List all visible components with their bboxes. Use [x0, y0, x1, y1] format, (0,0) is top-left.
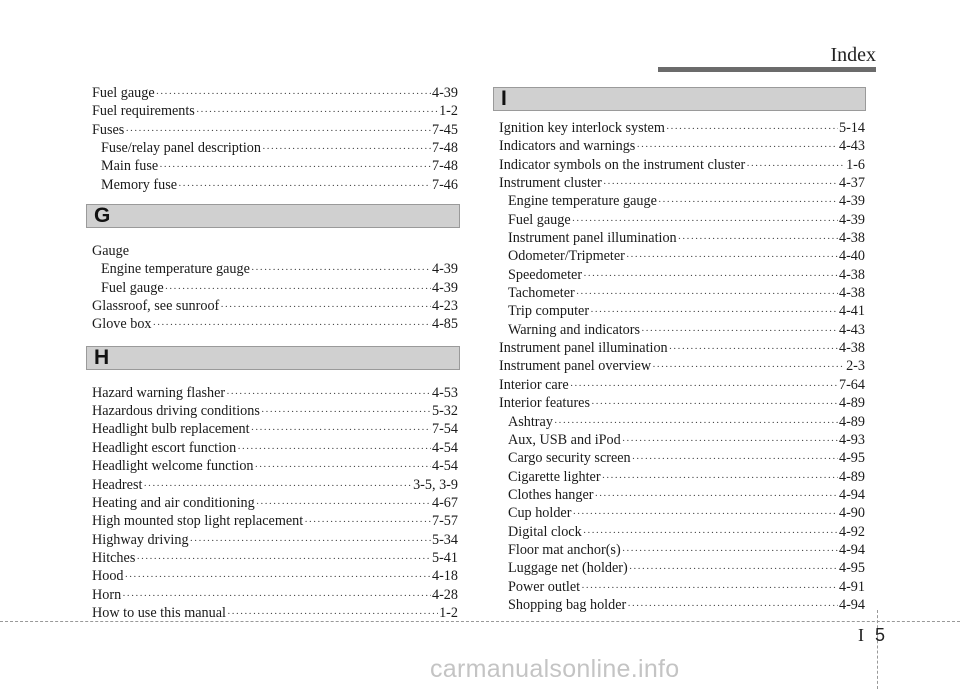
index-entry	[92, 242, 458, 260]
leader-dots	[136, 550, 431, 567]
entry-page-ref: 4-43	[838, 321, 865, 338]
index-entry	[499, 156, 865, 174]
index-entry	[92, 279, 458, 297]
entry-page-ref: 4-41	[838, 303, 865, 320]
index-entry	[499, 229, 865, 247]
leader-dots	[595, 487, 838, 504]
entry-label: High mounted stop light replacement	[92, 513, 304, 530]
index-entry	[499, 192, 865, 210]
leader-dots	[591, 395, 838, 412]
entry-label: Power outlet	[508, 578, 581, 595]
index-entry	[92, 121, 458, 139]
section-letter-g: G	[94, 204, 111, 228]
entry-label: Trip computer	[508, 303, 590, 320]
entry-label: Glove box	[92, 316, 152, 333]
leader-dots	[678, 230, 838, 247]
entry-page-ref: 4-91	[838, 578, 865, 595]
index-column-right	[499, 119, 865, 614]
entry-label: Luggage net (holder)	[508, 560, 628, 577]
entry-page-ref: 4-95	[838, 450, 865, 467]
index-entry	[92, 139, 458, 157]
index-entry	[499, 394, 865, 412]
page-header-title: Index	[830, 44, 876, 66]
index-entry	[92, 384, 458, 402]
entry-page-ref: 4-23	[431, 298, 458, 315]
entry-page-ref: 7-64	[838, 376, 865, 393]
entry-label: Odometer/Tripmeter	[508, 248, 625, 265]
leader-dots	[746, 157, 845, 174]
entry-label: Interior care	[499, 376, 569, 393]
leader-dots	[658, 193, 838, 210]
leader-dots	[143, 477, 412, 494]
leader-dots	[572, 212, 838, 229]
entry-page-ref: 4-43	[838, 138, 865, 155]
entry-page-ref: 4-95	[838, 560, 865, 577]
entry-label: Fuse/relay panel description	[101, 140, 261, 157]
index-entry	[92, 157, 458, 175]
index-entry	[92, 604, 458, 622]
index-entry	[499, 578, 865, 596]
entry-page-ref: 5-41	[431, 549, 458, 566]
entry-page-ref: 4-18	[431, 568, 458, 585]
entry-page-ref: 3-5, 3-9	[413, 476, 458, 493]
index-entry	[92, 84, 458, 102]
leader-dots	[178, 177, 431, 194]
entry-page-ref: 4-90	[838, 505, 865, 522]
entry-page-ref: 5-34	[431, 531, 458, 548]
leader-dots	[570, 377, 838, 394]
entry-page-ref: 1-6	[846, 156, 865, 173]
leader-dots	[572, 505, 838, 522]
leader-dots	[226, 385, 431, 402]
entry-label: Fuses	[92, 121, 125, 138]
index-entry	[499, 357, 865, 375]
entry-label: Shopping bag holder	[508, 596, 627, 613]
index-entry	[499, 302, 865, 320]
index-entry	[499, 431, 865, 449]
leader-dots	[622, 542, 838, 559]
entry-page-ref: 4-85	[431, 316, 458, 333]
leader-dots	[626, 248, 838, 265]
index-entry	[92, 260, 458, 278]
leader-dots	[652, 358, 845, 375]
index-entry	[499, 486, 865, 504]
leader-dots	[632, 450, 838, 467]
index-entry	[499, 119, 865, 137]
leader-dots	[196, 103, 438, 120]
index-entry	[92, 549, 458, 567]
index-entry	[92, 402, 458, 420]
leader-dots	[125, 568, 431, 585]
leader-dots	[153, 316, 431, 333]
section-letter-h: H	[94, 345, 110, 369]
index-entry	[499, 541, 865, 559]
entry-page-ref: 1-2	[439, 103, 458, 120]
entry-label: Instrument cluster	[499, 175, 602, 192]
index-entry	[92, 439, 458, 457]
leader-dots	[666, 120, 838, 137]
index-entry	[499, 321, 865, 339]
entry-label: Fuel gauge	[508, 211, 571, 228]
leader-dots	[190, 532, 431, 549]
entry-page-ref: 2-3	[846, 358, 865, 375]
entry-page-ref: 4-28	[431, 586, 458, 603]
leader-dots	[251, 261, 431, 278]
leader-dots	[304, 513, 431, 530]
entry-label: Fuel gauge	[101, 279, 164, 296]
entry-label: Main fuse	[101, 158, 159, 175]
leader-dots	[159, 158, 431, 175]
leader-dots	[583, 267, 838, 284]
entry-page-ref: 4-39	[838, 211, 865, 228]
entry-label: Horn	[92, 586, 122, 603]
entry-label: Engine temperature gauge	[508, 193, 657, 210]
index-entry	[92, 315, 458, 333]
entry-page-ref: 4-94	[838, 596, 865, 613]
entry-page-ref: 4-39	[431, 279, 458, 296]
index-entry	[499, 339, 865, 357]
entry-label: Highway driving	[92, 531, 189, 548]
entry-label: Indicator symbols on the instrument cluster	[499, 156, 746, 173]
entry-label: Instrument panel overview	[499, 358, 652, 375]
entry-label: Hitches	[92, 549, 136, 566]
entry-label: Tachometer	[508, 285, 575, 302]
leader-dots	[220, 298, 431, 315]
entry-page-ref: 4-38	[838, 340, 865, 357]
leader-dots	[602, 469, 838, 486]
footer-divider	[877, 610, 878, 689]
index-list-f	[92, 84, 458, 194]
entry-page-ref: 4-54	[431, 439, 458, 456]
leader-dots	[262, 140, 431, 157]
entry-label: Instrument panel illumination	[508, 230, 677, 247]
index-entry	[499, 247, 865, 265]
leader-dots	[629, 560, 838, 577]
leader-dots	[669, 340, 838, 357]
entry-label: Gauge	[92, 243, 130, 260]
entry-label: Digital clock	[508, 523, 582, 540]
entry-label: Interior features	[499, 395, 590, 412]
entry-page-ref: 4-38	[838, 285, 865, 302]
entry-label: Glassroof, see sunroof	[92, 298, 220, 315]
section-bar-g	[86, 204, 460, 228]
leader-dots	[261, 403, 431, 420]
index-entry	[499, 504, 865, 522]
entry-label: How to use this manual	[92, 604, 226, 621]
index-column-left	[92, 84, 458, 622]
entry-page-ref: 4-38	[838, 266, 865, 283]
entry-label: Hood	[92, 568, 124, 585]
leader-dots	[256, 495, 431, 512]
entry-label: Hazardous driving conditions	[92, 403, 260, 420]
leader-dots	[251, 421, 431, 438]
index-entry	[499, 376, 865, 394]
entry-label: Headrest	[92, 476, 143, 493]
entry-page-ref: 4-67	[431, 494, 458, 511]
index-entry	[499, 523, 865, 541]
leader-dots	[590, 303, 838, 320]
leader-dots	[554, 414, 838, 431]
index-list-h	[92, 384, 458, 622]
index-entry	[92, 420, 458, 438]
entry-label: Fuel requirements	[92, 103, 195, 120]
entry-label: Aux, USB and iPod	[508, 431, 621, 448]
leader-dots	[641, 322, 838, 339]
leader-dots	[237, 440, 431, 457]
entry-label: Engine temperature gauge	[101, 261, 250, 278]
entry-page-ref: 4-93	[838, 431, 865, 448]
section-letter-i: I	[501, 87, 507, 110]
leader-dots	[255, 458, 431, 475]
page-section-letter: I	[858, 625, 864, 645]
entry-page-ref: 4-38	[838, 230, 865, 247]
leader-dots	[603, 175, 838, 192]
section-bar-i	[493, 87, 866, 111]
leader-dots	[581, 579, 838, 596]
index-entry	[499, 174, 865, 192]
index-entry	[92, 586, 458, 604]
entry-page-ref: 4-89	[838, 468, 865, 485]
index-entry	[499, 596, 865, 614]
entry-page-ref: 7-48	[431, 140, 458, 157]
index-entry	[499, 137, 865, 155]
leader-dots	[165, 280, 431, 297]
index-entry	[92, 476, 458, 494]
index-entry	[499, 449, 865, 467]
index-entry	[499, 413, 865, 431]
entry-page-ref: 4-54	[431, 458, 458, 475]
entry-page-ref: 4-39	[838, 193, 865, 210]
entry-label: Ignition key interlock system	[499, 120, 665, 136]
leader-dots	[122, 587, 431, 604]
entry-label: Memory fuse	[101, 176, 178, 193]
entry-label: Warning and indicators	[508, 321, 641, 338]
entry-page-ref: 5-32	[431, 403, 458, 420]
entry-page-ref: 4-92	[838, 523, 865, 540]
entry-page-ref: 4-89	[838, 413, 865, 430]
entry-label: Cargo security screen	[508, 450, 631, 467]
index-entry	[92, 457, 458, 475]
footer-rule	[0, 621, 960, 622]
page-number-value: 5	[875, 625, 886, 645]
entry-label: Headlight welcome function	[92, 458, 254, 475]
entry-page-ref: 7-46	[431, 176, 458, 193]
entry-page-ref: 4-39	[431, 85, 458, 101]
leader-dots	[156, 85, 431, 102]
index-entry	[92, 494, 458, 512]
index-entry	[92, 567, 458, 585]
index-entry	[92, 512, 458, 530]
index-entry	[92, 297, 458, 315]
entry-page-ref: 5-14	[838, 120, 865, 136]
entry-page-ref: 4-39	[431, 261, 458, 278]
leader-dots	[583, 524, 838, 541]
entry-page-ref: 1-2	[439, 604, 458, 621]
index-entry	[499, 468, 865, 486]
entry-page-ref: 7-48	[431, 158, 458, 175]
leader-dots	[125, 122, 431, 139]
watermark-text: carmanualsonline.info	[430, 655, 680, 683]
entry-page-ref: 7-45	[431, 121, 458, 138]
leader-dots	[227, 605, 438, 622]
entry-label: Fuel gauge	[92, 85, 155, 101]
leader-dots	[622, 432, 838, 449]
index-entry	[499, 266, 865, 284]
entry-label: Ashtray	[508, 413, 553, 430]
entry-label: Heating and air conditioning	[92, 494, 255, 511]
index-entry	[92, 176, 458, 194]
entry-page-ref: 7-54	[431, 421, 458, 438]
entry-page-ref: 4-53	[431, 384, 458, 401]
entry-label: Cup holder	[508, 505, 572, 522]
entry-page-ref: 4-37	[838, 175, 865, 192]
entry-label: Hazard warning flasher	[92, 384, 226, 401]
entry-label: Clothes hanger	[508, 486, 594, 503]
entry-page-ref: 4-40	[838, 248, 865, 265]
entry-page-ref: 4-89	[838, 395, 865, 412]
index-list-g	[92, 242, 458, 334]
entry-label: Headlight bulb replacement	[92, 421, 250, 438]
index-entry	[499, 559, 865, 577]
page-number	[858, 625, 885, 646]
entry-label: Indicators and warnings	[499, 138, 636, 155]
entry-page-ref: 7-57	[431, 513, 458, 530]
index-entry	[92, 102, 458, 120]
entry-label: Instrument panel illumination	[499, 340, 668, 357]
header-rule	[658, 67, 876, 72]
entry-label: Floor mat anchor(s)	[508, 541, 621, 558]
index-entry	[499, 284, 865, 302]
entry-page-ref: 4-94	[838, 541, 865, 558]
index-list-i	[499, 119, 865, 614]
index-entry	[92, 531, 458, 549]
leader-dots	[636, 138, 838, 155]
leader-dots	[576, 285, 838, 302]
entry-label: Cigarette lighter	[508, 468, 601, 485]
index-entry	[499, 211, 865, 229]
section-bar-h	[86, 346, 460, 370]
leader-dots	[627, 597, 838, 614]
entry-label: Speedometer	[508, 266, 583, 283]
entry-label: Headlight escort function	[92, 439, 237, 456]
entry-page-ref: 4-94	[838, 486, 865, 503]
